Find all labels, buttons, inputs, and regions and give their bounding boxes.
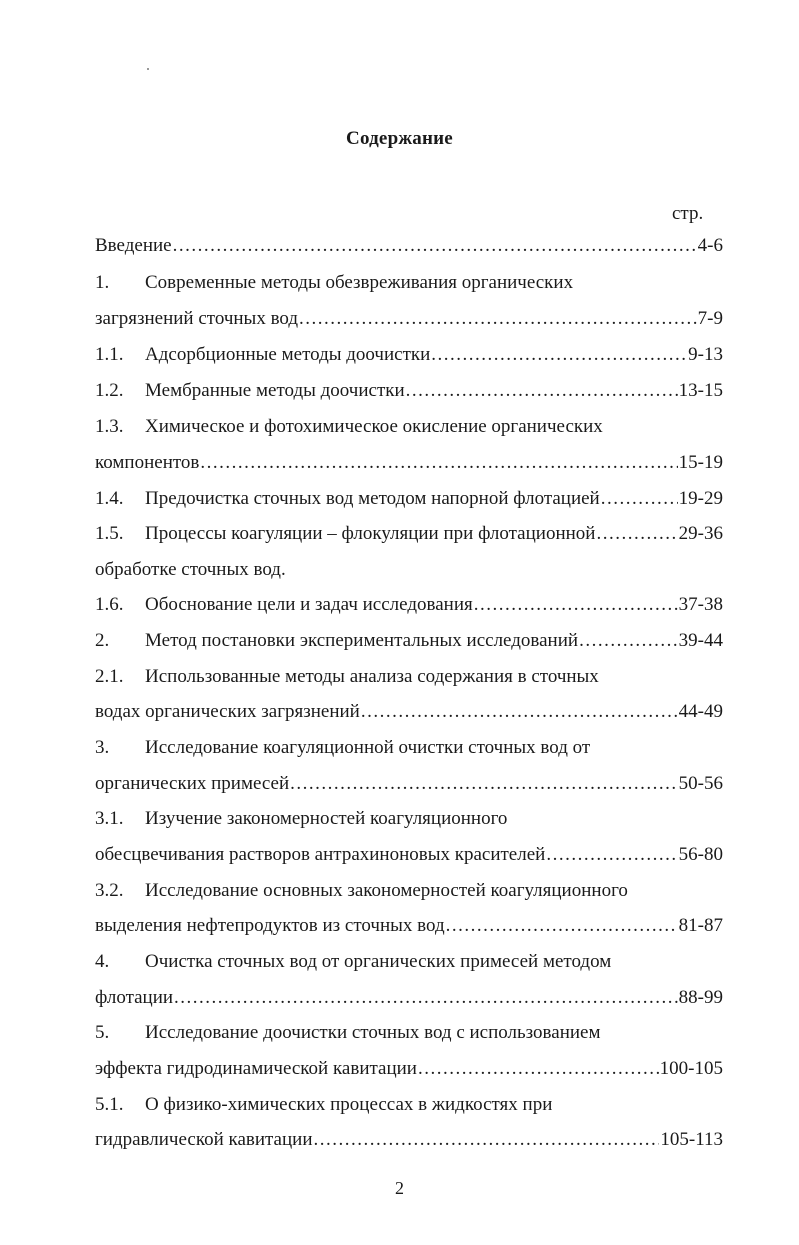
toc-entry-number: 2.1.	[95, 666, 124, 687]
toc-entry-4-continuation	[95, 985, 723, 1011]
toc-entry-1-3-continuation	[95, 450, 723, 476]
leader-dots	[299, 306, 697, 332]
toc-entry-number: 2.	[95, 630, 110, 651]
toc-entry-2-1	[95, 664, 723, 690]
leader-dots	[418, 1056, 659, 1082]
toc-entry-text: Очистка сточных вод от органических примесей методом	[145, 951, 612, 972]
toc-entry-text-cont: водах органических загрязнений	[95, 701, 360, 722]
toc-entry-1-4	[95, 486, 723, 512]
toc-entry-text: Химическое и фотохимическое окисление органических	[145, 416, 603, 437]
toc-entry-1-6	[95, 592, 723, 618]
toc-entry-2	[95, 628, 723, 654]
toc-entry-text-cont: обработке сточных вод.	[95, 559, 286, 580]
page-column-label: стр.	[672, 203, 704, 224]
toc-entry-1-continuation	[95, 306, 723, 332]
toc-entry-pages: 29-36	[678, 523, 723, 544]
toc-entry-1-5-continuation	[95, 557, 723, 583]
toc-entry-text-cont: эффекта гидродинамической кавитации	[95, 1058, 417, 1079]
leader-dots	[361, 699, 678, 725]
toc-entry-pages: 7-9	[697, 308, 723, 329]
leader-dots	[446, 913, 678, 939]
scan-speck	[147, 68, 149, 70]
toc-entry-text: Современные методы обезвреживания органических	[145, 272, 574, 293]
leader-dots	[474, 592, 678, 618]
toc-entry-number: 4.	[95, 951, 110, 972]
toc-entry-pages: 19-29	[678, 488, 723, 509]
leader-dots	[431, 342, 687, 368]
toc-entry-1-2	[95, 378, 723, 404]
leader-dots	[579, 628, 678, 654]
toc-entry-number: 3.2.	[95, 880, 124, 901]
toc-entry-pages: 105-113	[660, 1129, 723, 1150]
toc-entry-pages: 100-105	[659, 1058, 723, 1079]
page-title: Содержание	[346, 128, 453, 149]
toc-entry-pages: 50-56	[678, 773, 723, 794]
toc-entry-pages: 13-15	[678, 380, 723, 401]
toc-entry-number: 1.	[95, 272, 110, 293]
toc-entry-number: 1.4.	[95, 488, 124, 509]
toc-entry-4	[95, 949, 723, 975]
leader-dots	[290, 771, 678, 797]
toc-entry-5-continuation	[95, 1056, 723, 1082]
toc-entry-pages: 81-87	[678, 915, 723, 936]
leader-dots	[596, 521, 677, 547]
toc-entry-number: 1.1.	[95, 344, 124, 365]
leader-dots	[174, 985, 678, 1011]
leader-dots	[314, 1127, 660, 1153]
toc-entry-text-cont: гидравлической кавитации	[95, 1129, 313, 1150]
toc-entry-number: 1.2.	[95, 380, 124, 401]
page-number: 2	[395, 1178, 404, 1198]
toc-entry-1-1	[95, 342, 723, 368]
toc-entry-text: Обоснование цели и задач исследования	[145, 594, 473, 615]
toc-entry-text: Изучение закономерностей коагуляционного	[145, 808, 508, 829]
toc-entry-text: Процессы коагуляции – флокуляции при флотационной	[145, 523, 596, 544]
toc-entry-number: 3.	[95, 737, 110, 758]
toc-entry-3-1	[95, 806, 723, 832]
toc-entry-number: 3.1.	[95, 808, 124, 829]
toc-entry-5-1-continuation	[95, 1127, 723, 1153]
toc-entry-3-continuation	[95, 771, 723, 797]
toc-entry-text: Исследование основных закономерностей коагуляционного	[145, 880, 628, 901]
toc-entry-number: 5.1.	[95, 1094, 124, 1115]
toc-entry-text: Метод постановки экспериментальных исследований	[145, 630, 579, 651]
toc-entry-text-cont: органических примесей	[95, 773, 290, 794]
toc-entry-pages: 15-19	[678, 452, 723, 473]
toc-entry-1	[95, 270, 723, 296]
toc-entry-pages: 4-6	[697, 235, 723, 256]
toc-entry-pages: 37-38	[678, 594, 723, 615]
toc-entry-3-2	[95, 878, 723, 904]
toc-entry-intro	[95, 233, 723, 259]
leader-dots	[173, 233, 697, 259]
leader-dots	[546, 842, 677, 868]
leader-dots	[200, 450, 677, 476]
toc-entry-text: О физико-химических процессах в жидкостях при	[145, 1094, 553, 1115]
toc-entry-text: Использованные методы анализа содержания в сточных	[145, 666, 599, 687]
toc-entry-text-cont: флотации	[95, 987, 174, 1008]
toc-entry-pages: 44-49	[678, 701, 723, 722]
leader-dots	[601, 486, 678, 512]
toc-entry-1-5	[95, 521, 723, 547]
toc-entry-text: Исследование доочистки сточных вод с использованием	[145, 1022, 601, 1043]
toc-entry-text: Исследование коагуляционной очистки сточных вод от	[145, 737, 591, 758]
toc-entry-pages: 9-13	[688, 344, 723, 365]
toc-entry-5-1	[95, 1092, 723, 1118]
toc-entry-text: Адсорбционные методы доочистки	[145, 344, 431, 365]
toc-entry-number: 1.3.	[95, 416, 124, 437]
toc-entry-pages: 39-44	[678, 630, 723, 651]
toc-entry-text-cont: загрязнений сточных вод	[95, 308, 299, 329]
toc-entry-number: 1.5.	[95, 523, 124, 544]
toc-entry-text: Мембранные методы доочистки	[145, 380, 405, 401]
toc-entry-text-cont: выделения нефтепродуктов из сточных вод	[95, 915, 445, 936]
toc-entry-5	[95, 1020, 723, 1046]
toc-entry-number: 1.6.	[95, 594, 124, 615]
toc-entry-2-1-continuation	[95, 699, 723, 725]
toc-entry-3-2-continuation	[95, 913, 723, 939]
toc-entry-text: Предочистка сточных вод методом напорной флотацией	[145, 488, 600, 509]
leader-dots	[406, 378, 678, 404]
toc-entry-pages: 88-99	[678, 987, 723, 1008]
toc-entry-text: Введение	[95, 235, 172, 256]
toc-entry-text-cont: обесцвечивания растворов антрахиноновых красителей	[95, 844, 546, 865]
toc-entry-text-cont: компонентов	[95, 452, 200, 473]
toc-entry-number: 5.	[95, 1022, 110, 1043]
toc-entry-3	[95, 735, 723, 761]
toc-entry-pages: 56-80	[678, 844, 723, 865]
toc-entry-3-1-continuation	[95, 842, 723, 868]
toc-entry-1-3	[95, 414, 723, 440]
